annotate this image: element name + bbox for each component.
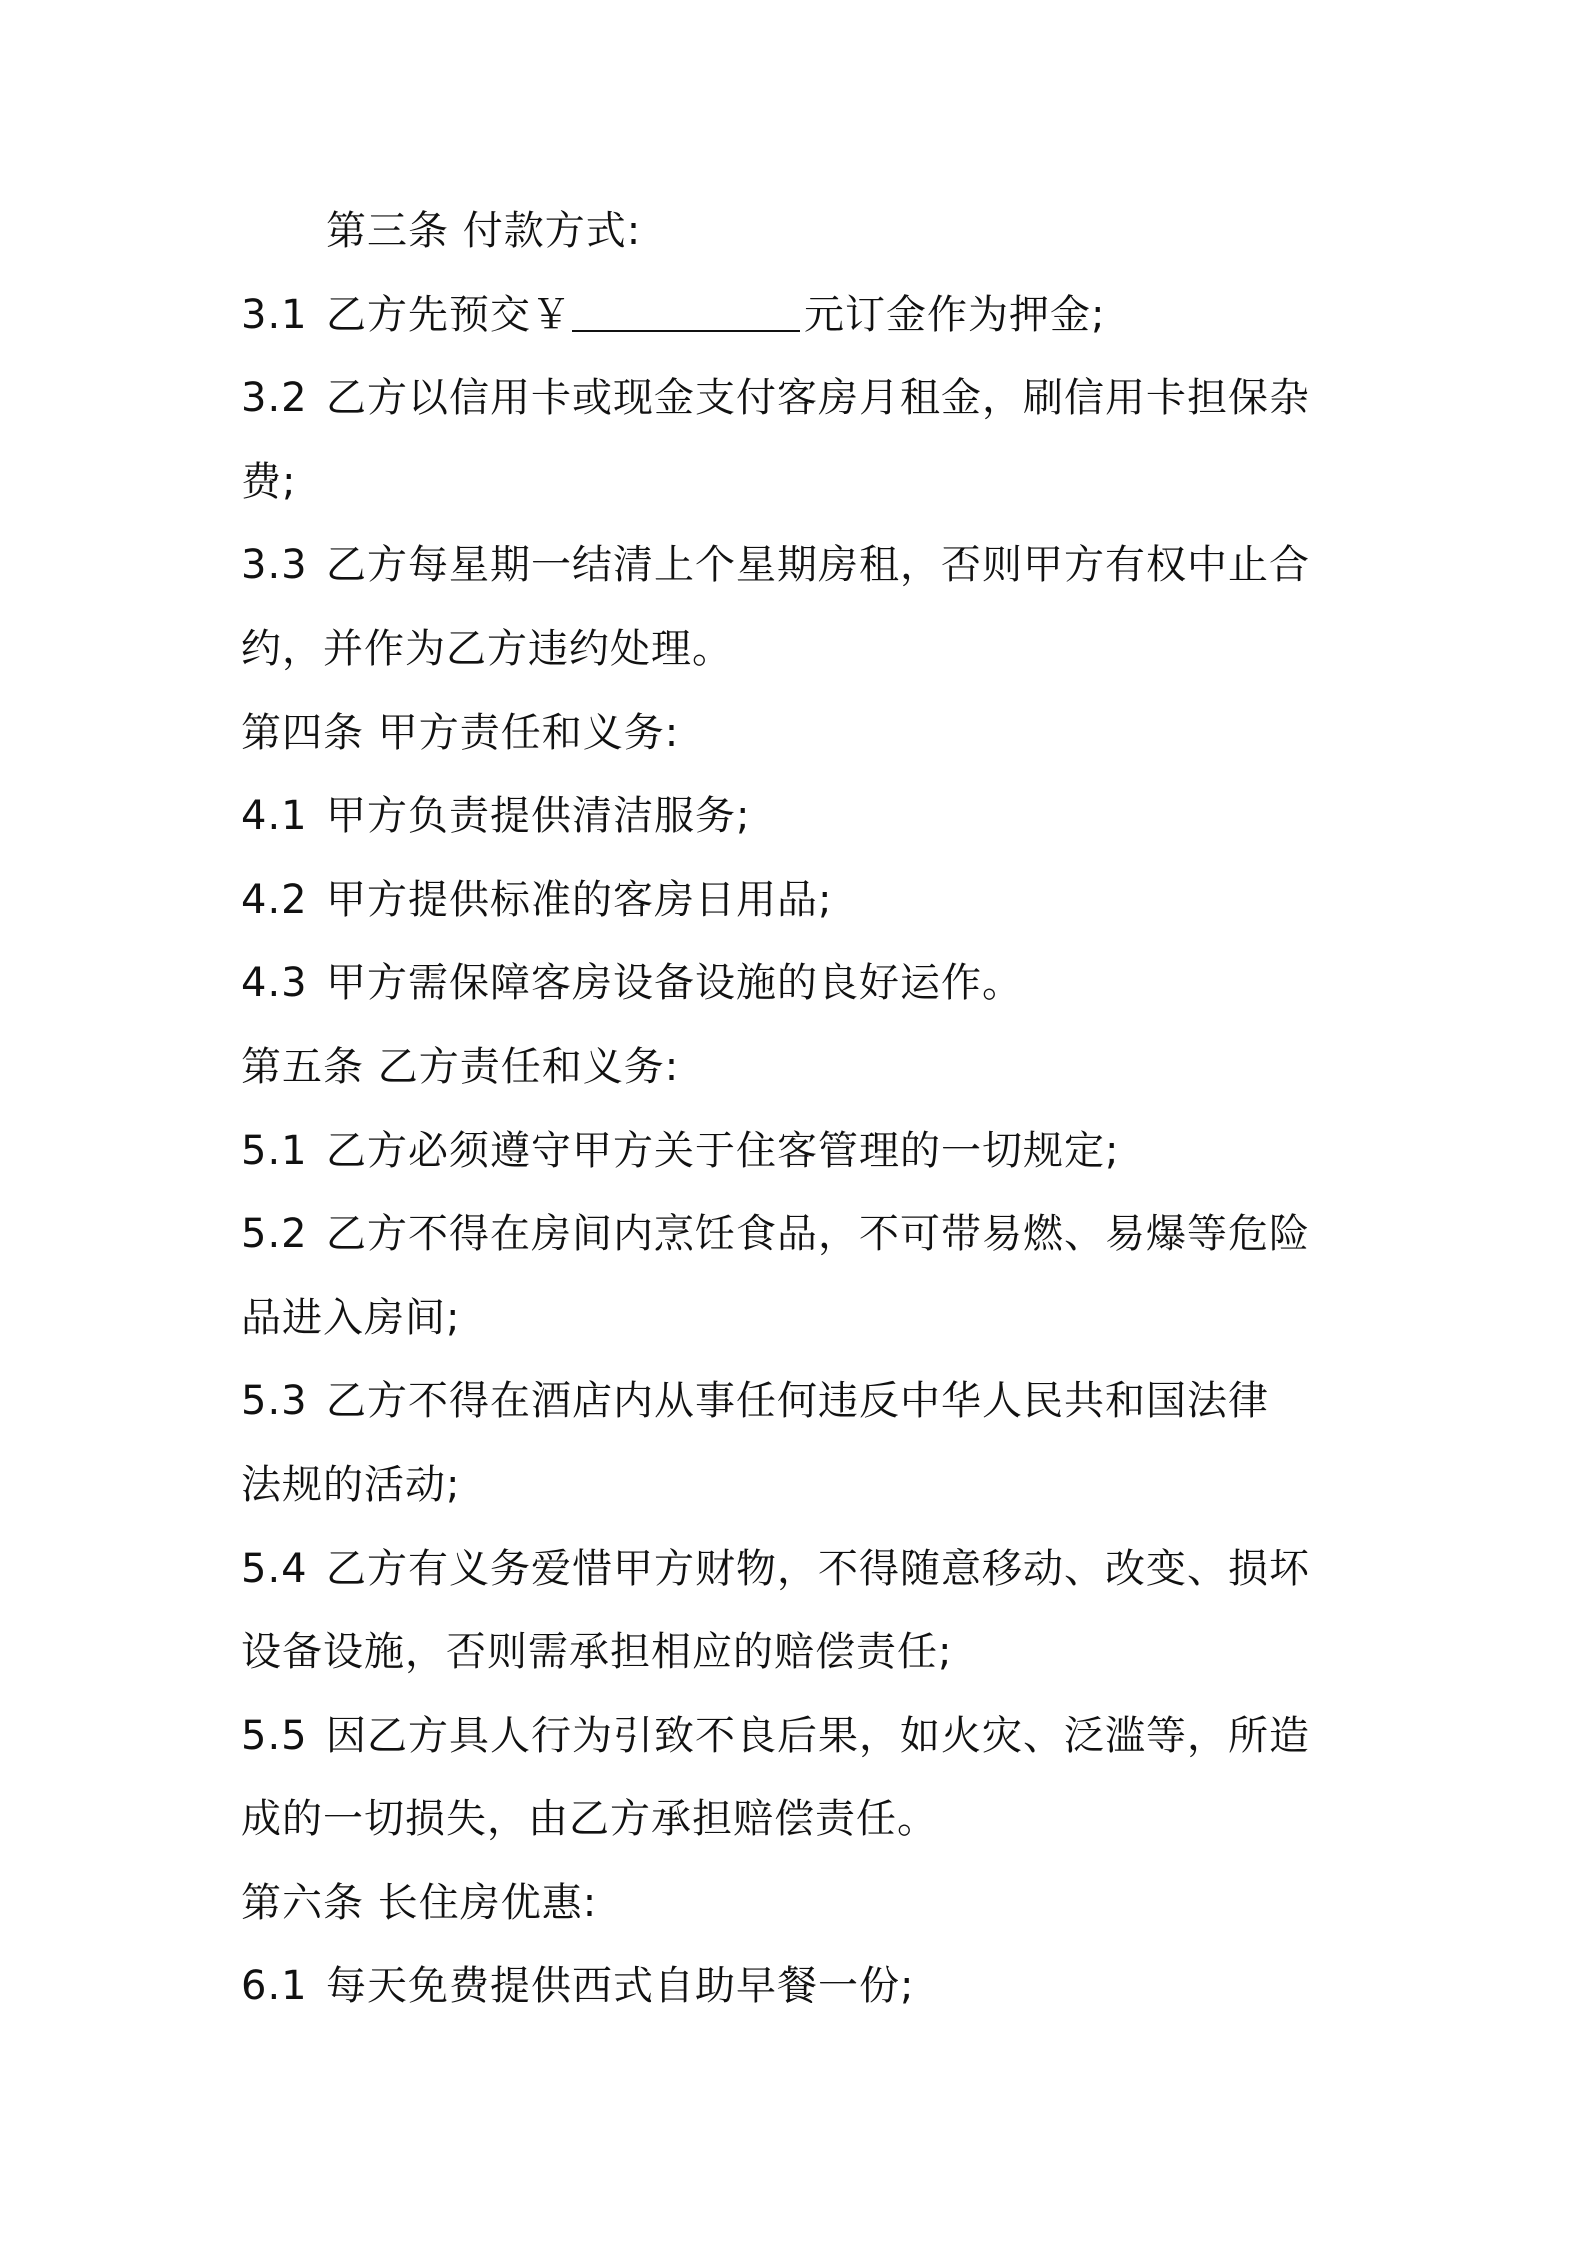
clause-number: 5.4 bbox=[241, 1545, 308, 1592]
clause-3-1 bbox=[241, 274, 1361, 358]
line-text: 费; bbox=[241, 458, 297, 505]
clause-number: 6.1 bbox=[241, 1963, 308, 2010]
clause-number: 5.5 bbox=[241, 1712, 308, 1759]
line-text: 甲方提供标准的客房日用品; bbox=[326, 876, 833, 923]
clause-number: 4.1 bbox=[241, 793, 308, 840]
line-text: 乙方先预交￥ bbox=[326, 291, 572, 338]
line-text: 第三条 付款方式: bbox=[326, 208, 642, 254]
deposit-amount-blank bbox=[572, 290, 800, 332]
clause-number: 3.2 bbox=[241, 375, 308, 422]
article-6-heading bbox=[241, 1862, 1361, 1946]
line-text: 元订金作为押金; bbox=[804, 291, 1106, 338]
clause-5-1 bbox=[241, 1110, 1361, 1194]
clause-5-3-cont bbox=[241, 1444, 1361, 1528]
clause-3-2 bbox=[241, 357, 1361, 441]
clause-5-4-cont bbox=[241, 1611, 1361, 1695]
line-text: 甲方负责提供清洁服务; bbox=[326, 793, 751, 840]
clause-4-2 bbox=[241, 859, 1361, 943]
line-text: 第六条 长住房优惠: bbox=[241, 1879, 598, 1926]
clause-5-2-cont bbox=[241, 1277, 1361, 1361]
line-text: 第五条 乙方责任和义务: bbox=[241, 1043, 680, 1090]
article-5-heading bbox=[241, 1026, 1361, 1110]
clause-number: 4.3 bbox=[241, 960, 308, 1007]
line-text: 乙方不得在酒店内从事任何违反中华人民共和国法律 bbox=[326, 1378, 1269, 1425]
clause-3-2-cont bbox=[241, 441, 1361, 525]
line-text: 第四条 甲方责任和义务: bbox=[241, 709, 680, 756]
line-text: 法规的活动; bbox=[241, 1461, 461, 1508]
clause-4-1 bbox=[241, 775, 1361, 859]
line-text: 设备设施，否则需承担相应的赔偿责任; bbox=[241, 1629, 953, 1676]
line-text: 成的一切损失，由乙方承担赔偿责任。 bbox=[241, 1796, 938, 1843]
clause-5-5-cont bbox=[241, 1778, 1361, 1862]
clause-5-2 bbox=[241, 1193, 1361, 1277]
clause-5-3 bbox=[241, 1360, 1361, 1444]
document-body bbox=[241, 190, 1361, 2029]
line-text: 乙方以信用卡或现金支付客房月租金，刷信用卡担保杂 bbox=[326, 375, 1310, 422]
article-4-heading bbox=[241, 692, 1361, 776]
clause-number: 3.3 bbox=[241, 542, 308, 589]
clause-number: 5.2 bbox=[241, 1211, 308, 1258]
article-3-heading bbox=[241, 190, 1361, 274]
line-text: 约，并作为乙方违约处理。 bbox=[241, 625, 733, 672]
line-text: 乙方必须遵守甲方关于住客管理的一切规定; bbox=[326, 1127, 1120, 1174]
line-text: 甲方需保障客房设备设施的良好运作。 bbox=[326, 960, 1023, 1007]
clause-3-3 bbox=[241, 524, 1361, 608]
clause-5-4 bbox=[241, 1528, 1361, 1612]
line-text: 每天免费提供西式自助早餐一份; bbox=[326, 1963, 915, 2010]
clause-6-1 bbox=[241, 1945, 1361, 2029]
clause-number: 5.3 bbox=[241, 1378, 308, 1425]
clause-5-5 bbox=[241, 1695, 1361, 1779]
clause-number: 3.1 bbox=[241, 291, 308, 338]
clause-4-3 bbox=[241, 942, 1361, 1026]
clause-number: 5.1 bbox=[241, 1127, 308, 1174]
line-text: 乙方不得在房间内烹饪食品，不可带易燃、易爆等危险 bbox=[326, 1211, 1310, 1258]
line-text: 乙方有义务爱惜甲方财物，不得随意移动、改变、损坏 bbox=[326, 1545, 1310, 1592]
line-text: 乙方每星期一结清上个星期房租，否则甲方有权中止合 bbox=[326, 542, 1310, 589]
clause-3-3-cont bbox=[241, 608, 1361, 692]
line-text: 品进入房间; bbox=[241, 1294, 461, 1341]
line-text: 因乙方具人行为引致不良后果，如火灾、泛滥等，所造 bbox=[326, 1712, 1310, 1759]
clause-number: 4.2 bbox=[241, 876, 308, 923]
